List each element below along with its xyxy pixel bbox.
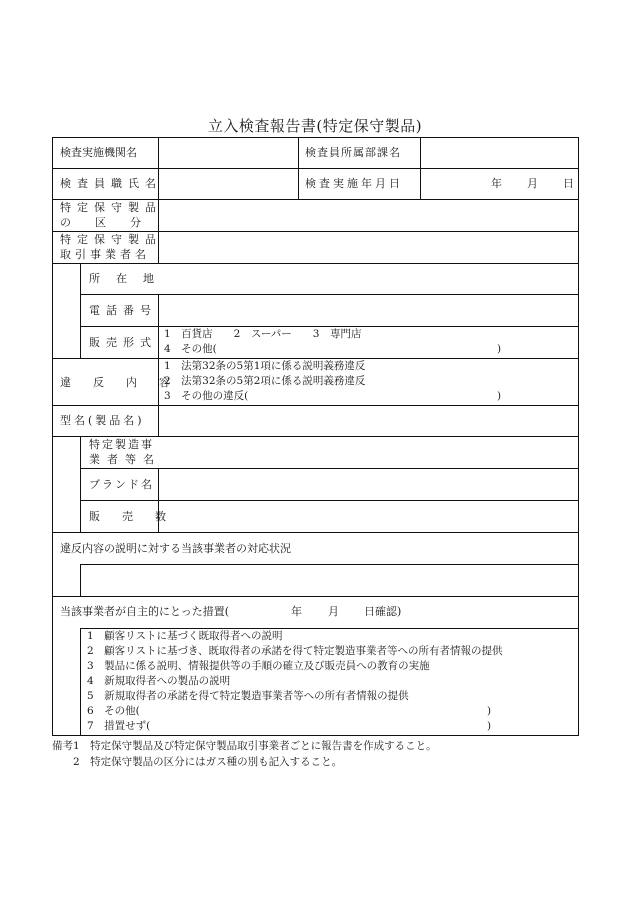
sales-options-row2: 4 その他(	[164, 343, 217, 355]
violation-option-2: 2 法第32条の5第2項に係る説明義務違反	[164, 375, 366, 387]
category-label-line1: 特定保守製品	[60, 201, 162, 214]
indent-line	[80, 263, 81, 358]
row-line	[53, 532, 578, 533]
category-label-line2	[60, 215, 165, 230]
measure-option-6: 6 その他(	[87, 705, 140, 717]
sales-form-label: 販売形式	[89, 336, 157, 349]
measures-year: 年	[291, 605, 302, 618]
inspection-report-form	[52, 137, 579, 736]
indent-line	[80, 628, 81, 735]
month-label: 月	[527, 177, 538, 190]
year-label: 年	[491, 177, 502, 190]
response-label: 違反内容の説明に対する当該事業者の対応状況	[60, 542, 291, 555]
date-label: 検査実施年月日	[305, 177, 403, 190]
violation-option-1: 1 法第32条の5第1項に係る説明義務違反	[164, 360, 366, 372]
violation-close: )	[497, 390, 502, 402]
row-line	[53, 263, 578, 264]
dealer-label-line2: 取引事業者名	[60, 248, 150, 261]
measure-option-3: 3 製品に係る説明、情報提供等の手順の確立及び販売員への教育の実施	[87, 660, 430, 672]
row-line	[53, 168, 578, 169]
measure-option-4: 4 新規取得者への製品の説明	[87, 675, 231, 687]
brand-label: ブランド名	[89, 478, 154, 491]
row-line	[53, 596, 578, 597]
measure-option-7: 7 措置せず(	[87, 720, 151, 732]
sales-options-row1: 1 百貨店 2 スーパー 3 専門店	[164, 328, 362, 340]
measures-label: 当該事業者が自主的にとった措置(	[60, 605, 230, 618]
violation-label: 違反内容	[60, 376, 192, 389]
indent-line	[80, 436, 81, 532]
sales-count-label: 販売数	[89, 510, 188, 523]
maker-label-line1: 特定製造事	[89, 438, 154, 451]
measure-option-1: 1 顧客リストに基づく既取得者への説明	[87, 630, 283, 642]
phone-label: 電話番号	[89, 304, 157, 317]
note-1: 備考1 特定保守製品及び特定保守製品取引事業者ごとに報告書を作成すること。	[52, 740, 437, 752]
agency-label: 検査実施機関名	[60, 146, 137, 159]
form-title: 立入検査報告書(特定保守製品)	[207, 117, 423, 135]
dept-label: 検査員所属部課名	[305, 146, 401, 159]
col-line	[420, 138, 421, 199]
violation-option-3: 3 その他の違反(	[164, 390, 249, 402]
day-label: 日	[563, 177, 574, 190]
notes	[52, 738, 437, 770]
inspector-label: 検査員職氏名	[60, 177, 162, 190]
measures-confirm: 日確認)	[364, 605, 402, 618]
col-line	[298, 138, 299, 199]
row-line	[80, 468, 578, 469]
category-label-line2-text: の区分	[60, 216, 165, 229]
row-line	[80, 294, 578, 295]
row-line	[80, 500, 578, 501]
model-label: 型名(製品名)	[60, 414, 145, 427]
sales-options-close: )	[497, 343, 502, 355]
row-line	[80, 564, 578, 565]
measures-month: 月	[328, 605, 339, 618]
address-label: 所在地	[89, 272, 170, 285]
measure-option-5: 5 新規取得者の承諾を得て特定製造事業者等への所有者情報の提供	[87, 690, 409, 702]
note-2: 2 特定保守製品の区分にはガス種の別も記入すること。	[52, 756, 343, 768]
measure-option-6-close: )	[487, 705, 492, 717]
col-line	[158, 294, 159, 436]
row-line	[53, 405, 578, 406]
indent-line	[80, 564, 81, 596]
measure-option-7-close: )	[487, 720, 492, 732]
maker-label-line2: 業者等名	[89, 453, 161, 466]
dealer-label-line1: 特定保守製品	[60, 233, 162, 246]
measure-option-2: 2 顧客リストに基づき、既取得者の承諾を得て特定製造事業者等への所有者情報の提供	[87, 645, 503, 657]
